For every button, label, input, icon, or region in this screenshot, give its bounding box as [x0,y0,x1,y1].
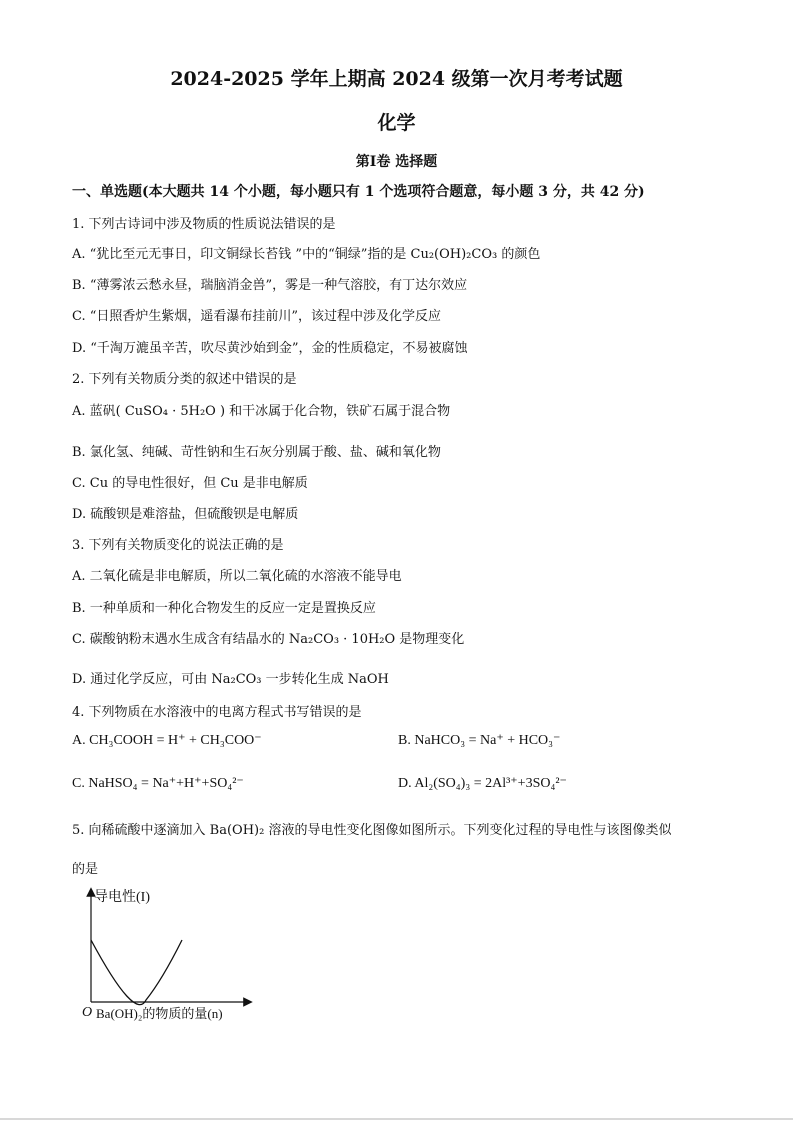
question-3-option-c: C. 碳酸钠粉末遇水生成含有结晶水的 Na₂CO₃ · 10H₂O 是物理变化 [72,632,465,647]
question-1-option-d: D. “千淘万漉虽辛苦，吹尽黄沙始到金”，金的性质稳定，不易被腐蚀 [72,341,468,356]
question-5-stem-line-1: 5. 向稀硫酸中逐滴加入 Ba(OH)₂ 溶液的导电性变化图像如图所示。下列变化过程的导电性与该图像类似 [72,823,672,838]
question-5-stem-line-2: 的是 [72,862,99,877]
question-2-stem: 2. 下列有关物质分类的叙述中错误的是 [72,372,297,387]
exam-title: 2024-2025 学年上期高 2024 级第一次月考考试题 [170,68,623,90]
question-2-option-c: C. Cu 的导电性很好，但 Cu 是非电解质 [72,476,308,491]
question-1-stem: 1. 下列古诗词中涉及物质的性质说法错误的是 [72,217,336,232]
question-3-stem: 3. 下列有关物质变化的说法正确的是 [72,538,284,553]
question-3-option-a: A. 二氧化硫是非电解质，所以二氧化硫的水溶液不能导电 [72,569,402,584]
question-2-option-b: B. 氯化氢、纯碱、苛性钠和生石灰分别属于酸、盐、碱和氧化物 [72,445,441,460]
volume-heading: 第Ⅰ卷 选择题 [355,154,438,170]
x-axis-label: Ba(OH)₂的物质的量(n) [96,1006,223,1021]
question-4-option-b: B. NaHCO₃ = Na⁺ + HCO₃⁻ [398,733,561,748]
y-axis-label: 导电性(I) [94,890,150,905]
question-1-option-b: B. “薄雾浓云愁永昼，瑞脑消金兽”，雾是一种气溶胶，有丁达尔效应 [72,278,468,293]
question-1-option-c: C. “日照香炉生紫烟，遥看瀑布挂前川”，该过程中涉及化学反应 [72,309,442,324]
page-bottom-border [0,1118,793,1120]
subject-title: 化学 [377,112,416,134]
question-2-option-a: A. 蓝矾( CuSO₄ · 5H₂O ) 和干冰属于化合物，铁矿石属于混合物 [72,404,451,419]
origin-label: O [82,1005,93,1020]
question-4-option-d: D. Al₂(SO₄)₃ = 2Al³⁺+3SO₄²⁻ [398,776,567,791]
question-3-option-b: B. 一种单质和一种化合物发生的反应一定是置换反应 [72,601,376,616]
section-heading: 一、单选题(本大题共 14 个小题，每小题只有 1 个选项符合题意，每小题 3 分，共 42 分) [72,184,645,200]
question-4-stem: 4. 下列物质在水溶液中的电离方程式书写错误的是 [72,705,362,720]
question-4-option-a: A. CH₃COOH = H⁺ + CH₃COO⁻ [72,733,262,748]
question-2-option-d: D. 硫酸钡是难溶盐，但硫酸钡是电解质 [72,507,299,522]
question-1-option-a: A. “犹比至元无事日，印文铜绿长苔钱 ”中的“铜绿”指的是 Cu₂(OH)₂CO₃ 的颜色 [72,247,541,262]
conductivity-graph [70,880,260,1030]
conductivity-curve [91,940,182,1005]
question-4-option-c: C. NaHSO₄ = Na⁺+H⁺+SO₄²⁻ [72,776,244,791]
question-3-option-d: D. 通过化学反应，可由 Na₂CO₃ 一步转化生成 NaOH [72,672,389,687]
